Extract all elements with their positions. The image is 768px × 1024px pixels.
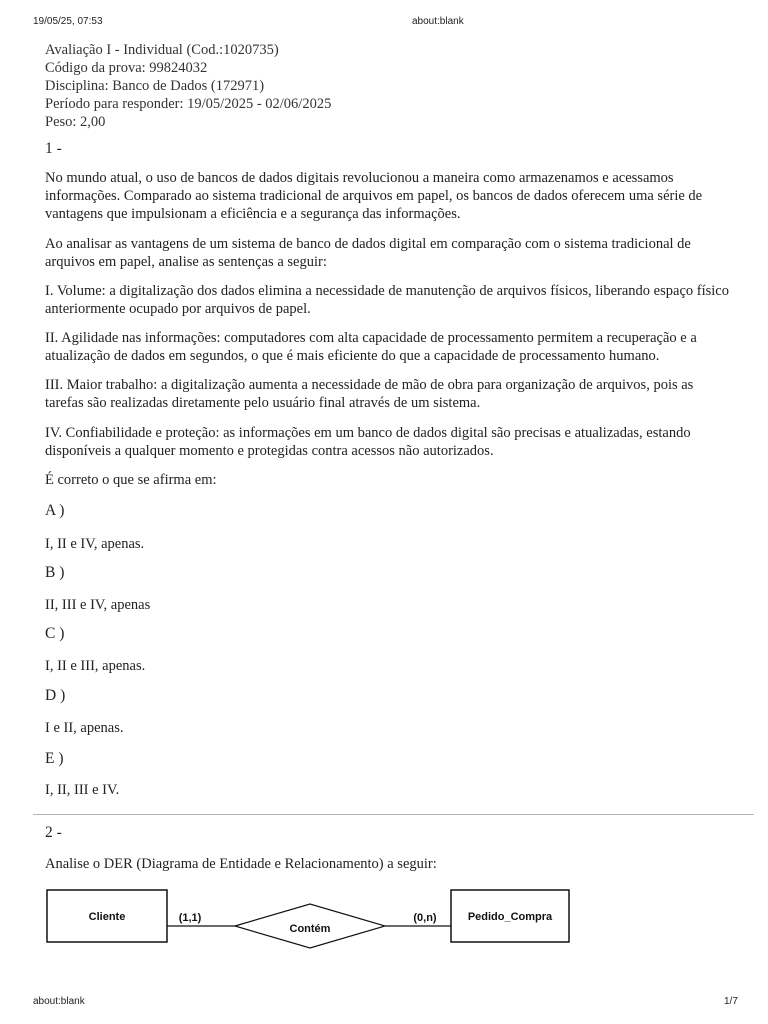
exam-period: Período para responder: 19/05/2025 - 02/06/2025 bbox=[45, 96, 332, 112]
question-1-prompt bbox=[45, 471, 730, 489]
question-2-paragraph bbox=[45, 855, 730, 873]
print-header bbox=[0, 16, 768, 30]
option-c-letter[interactable]: C ) bbox=[45, 625, 65, 642]
question-1-paragraph-intro bbox=[45, 169, 730, 223]
option-e-letter[interactable]: E ) bbox=[45, 750, 64, 767]
entity-left-label: Cliente bbox=[88, 911, 126, 923]
cardinality-right-label: (0,n) bbox=[413, 912, 437, 924]
relationship-label: Contém bbox=[289, 923, 331, 935]
option-c-text[interactable]: I, II e III, apenas. bbox=[45, 658, 146, 674]
question-1-number: 1 - bbox=[45, 140, 62, 157]
cardinality-left-label: (1,1) bbox=[178, 912, 202, 924]
question-text: No mundo atual, o uso de bancos de dados digitais revolucionou a maneira como armazenamos e acessamos informações. Comparado ao sistema tradicional de arquivos em papel, os bancos de dados oferecem uma série de vantagens que impulsionam a eficiência e a segurança das informações. bbox=[45, 170, 703, 222]
question-text: É correto o que se afirma em: bbox=[45, 472, 217, 488]
statement-text: IV. Confiabilidade e proteção: as informações em um banco de dados digital são precisas e atualizadas, estando disponíveis a qualquer momento e protegidas contra acessos não autorizados. bbox=[45, 425, 691, 459]
exam-discipline: Disciplina: Banco de Dados (172971) bbox=[45, 78, 265, 94]
option-a-letter[interactable]: A ) bbox=[45, 502, 65, 519]
option-b-letter[interactable]: B ) bbox=[45, 564, 65, 581]
question-2-number: 2 - bbox=[45, 824, 62, 841]
statement-text: I. Volume: a digitalização dos dados elimina a necessidade de manutenção de arquivos físicos, liberando espaço físico anteriormente ocupado por arquivos de papel. bbox=[45, 283, 729, 317]
statement-2 bbox=[45, 329, 730, 365]
exam-weight: Peso: 2,00 bbox=[45, 114, 106, 130]
question-1-paragraph-instruction bbox=[45, 235, 730, 271]
er-diagram bbox=[45, 888, 605, 958]
print-datetime: 19/05/25, 07:53 bbox=[33, 16, 103, 27]
statement-1 bbox=[45, 282, 730, 318]
entity-right-label: Pedido_Compra bbox=[467, 911, 553, 923]
statement-3 bbox=[45, 376, 730, 412]
question-divider bbox=[33, 814, 754, 815]
option-d-text[interactable]: I e II, apenas. bbox=[45, 720, 124, 736]
exam-info bbox=[45, 41, 331, 131]
print-page-title: about:blank bbox=[412, 16, 464, 27]
statement-4 bbox=[45, 424, 730, 460]
question-text: Ao analisar as vantagens de um sistema de banco de dados digital em comparação com o sistema tradicional de arquivos em papel, analise as sentenças a seguir: bbox=[45, 236, 691, 270]
option-e-text[interactable]: I, II, III e IV. bbox=[45, 782, 120, 798]
statement-text: II. Agilidade nas informações: computadores com alta capacidade de processamento permitem a recuperação e a atualização de dados em segundos, o que é mais eficiente do que a capacidade de processamento humano. bbox=[45, 330, 697, 364]
option-a-text[interactable]: I, II e IV, apenas. bbox=[45, 536, 145, 552]
print-footer bbox=[0, 996, 768, 1010]
page-number: 1/7 bbox=[724, 996, 738, 1007]
option-d-letter[interactable]: D ) bbox=[45, 687, 66, 704]
exam-title: Avaliação I - Individual (Cod.:1020735) bbox=[45, 42, 279, 58]
exam-code: Código da prova: 99824032 bbox=[45, 60, 208, 76]
question-text: Analise o DER (Diagrama de Entidade e Relacionamento) a seguir: bbox=[45, 856, 437, 872]
print-url: about:blank bbox=[33, 996, 85, 1007]
statement-text: III. Maior trabalho: a digitalização aumenta a necessidade de mão de obra para organização de arquivos, pois as tarefas são realizadas diretamente pelo usuário final através de um sistema. bbox=[45, 377, 694, 411]
option-b-text[interactable]: II, III e IV, apenas bbox=[45, 597, 151, 613]
